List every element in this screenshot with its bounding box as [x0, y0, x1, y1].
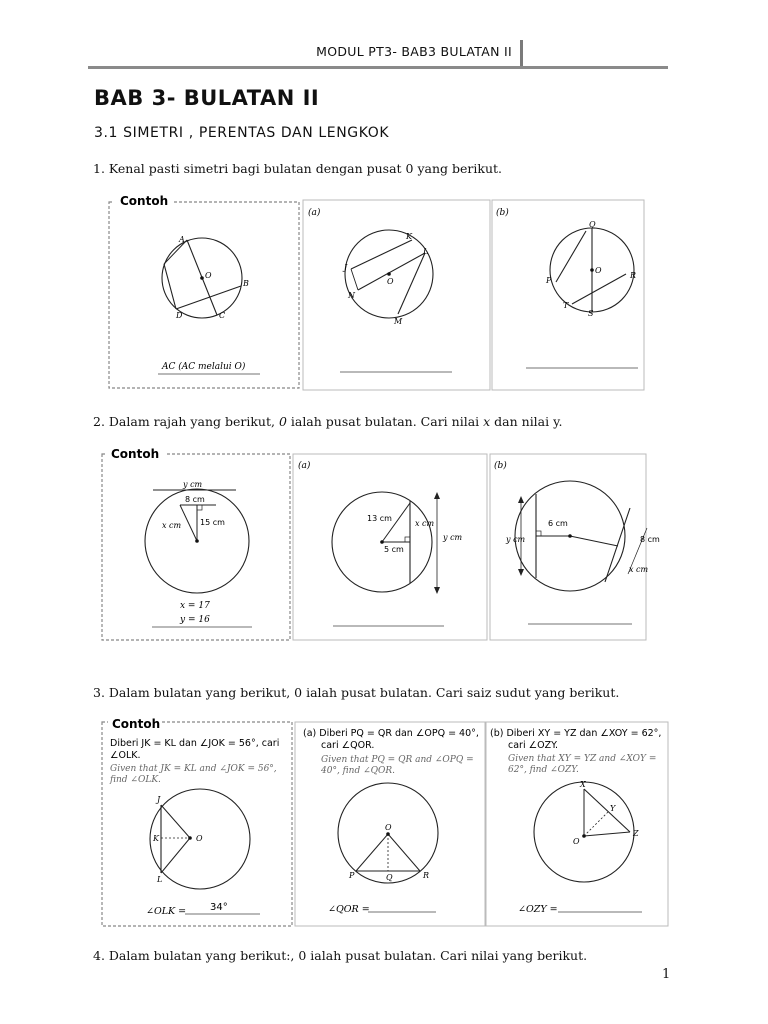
question-2-text: ialah pusat bulatan. Cari nilai: [286, 414, 484, 429]
point-label: R: [630, 271, 637, 280]
contoh-answer: AC (AC melalui O): [162, 362, 246, 372]
part-b-translation: 62°, find ∠OZY.: [508, 765, 579, 775]
part-b-question: cari ∠OZY.: [508, 740, 559, 751]
question-3: 3. Dalam bulatan yang berikut, 0 ialah pusat bulatan. Cari saiz sudut yang berikut.: [93, 685, 620, 700]
part-b-label: (b): [494, 461, 507, 471]
contoh-answer-x: x = 17: [180, 601, 210, 611]
length-label: 15 cm: [200, 518, 225, 527]
point-label: X: [580, 780, 586, 789]
part-a-label: (a): [298, 461, 311, 471]
part-a-label: (a): [308, 208, 321, 218]
contoh-label: Contoh: [111, 447, 160, 461]
part-a-question: (a) Diberi PQ = QR dan ∠OPQ = 40°,: [303, 728, 479, 739]
question-2: [93, 414, 562, 429]
part-a-question: cari ∠QOR.: [321, 740, 375, 751]
part-a-translation: Given that PQ = QR and ∠OPQ =: [321, 755, 474, 765]
point-label: L: [423, 247, 429, 256]
question-1: 1. Kenal pasti simetri bagi bulatan dengan pusat 0 yang berikut.: [93, 161, 503, 176]
part-a-answer-label: ∠QOR =: [328, 904, 370, 915]
contoh-answer-label: ∠OLK =: [146, 906, 187, 917]
point-label: Q: [589, 220, 596, 229]
point-label: Z: [633, 829, 639, 838]
length-label: y cm: [183, 480, 203, 489]
question-4: 4. Dalam bulatan yang berikut:, 0 ialah pusat bulatan. Cari nilai yang berikut.: [93, 948, 588, 963]
point-label: L: [157, 875, 163, 884]
contoh-question: ∠OLK.: [110, 750, 141, 761]
length-label: y cm: [506, 535, 526, 544]
point-label: K: [153, 834, 159, 843]
question-2-text: 2. Dalam rajah yang berikut,: [93, 414, 279, 429]
part-b-label: (b): [496, 208, 509, 218]
point-label: Q: [386, 873, 393, 882]
question-2-center: 0: [278, 414, 287, 429]
length-label: 13 cm: [367, 514, 392, 523]
part-b-answer-label: ∠OZY =: [518, 904, 558, 915]
length-label: x cm: [629, 565, 649, 574]
length-label: y cm: [443, 533, 463, 542]
length-label: 8 cm: [185, 495, 205, 504]
question-2-text: dan nilai y.: [490, 414, 563, 429]
point-label: J: [157, 795, 161, 804]
length-label: x cm: [162, 521, 182, 530]
point-label: P: [349, 871, 355, 880]
question-2-variable: x: [483, 414, 491, 429]
page-title: BAB 3- BULATAN II: [94, 86, 320, 110]
contoh-answer-value: 34°: [210, 902, 228, 913]
page-number: 1: [662, 967, 671, 982]
section-heading: 3.1 SIMETRI , PERENTAS DAN LENGKOK: [94, 125, 390, 141]
point-label: Y: [610, 804, 616, 813]
point-label: T: [563, 301, 569, 310]
point-label: O: [573, 837, 580, 846]
point-label: S: [588, 309, 594, 318]
point-label: O: [595, 266, 602, 275]
header-rule: [88, 66, 668, 69]
module-header: MODUL PT3- BAB3 BULATAN II: [316, 44, 512, 59]
part-b-question: (b) Diberi XY = YZ dan ∠XOY = 62°,: [490, 728, 662, 739]
point-label: O: [385, 823, 392, 832]
point-label: M: [394, 317, 403, 326]
contoh-label: Contoh: [120, 194, 169, 208]
point-label: J: [344, 263, 348, 272]
figure-1: [108, 194, 646, 392]
point-label: B: [243, 279, 249, 288]
figure-3: [100, 716, 670, 928]
point-label: O: [387, 277, 394, 286]
point-label: C: [219, 311, 226, 320]
length-label: 8 cm: [640, 535, 660, 544]
point-label: A: [179, 235, 185, 244]
header-divider: [520, 40, 523, 68]
point-label: O: [205, 271, 212, 280]
contoh-translation: find ∠OLK.: [110, 775, 161, 785]
contoh-translation: Given that JK = KL and ∠JOK = 56°,: [110, 764, 277, 774]
part-a-translation: 40°, find ∠QOR.: [321, 766, 396, 776]
contoh-answer-y: y = 16: [180, 615, 210, 625]
point-label: N: [348, 291, 355, 300]
contoh-question: Diberi JK = KL dan ∠JOK = 56°, cari: [110, 738, 280, 749]
point-label: P: [546, 276, 552, 285]
point-label: R: [423, 871, 430, 880]
length-label: 6 cm: [548, 519, 568, 528]
point-label: O: [196, 834, 203, 843]
point-label: K: [406, 232, 412, 241]
length-label: x cm: [415, 519, 435, 528]
contoh-label: Contoh: [112, 717, 161, 731]
length-label: 5 cm: [384, 545, 404, 554]
figure-2: [100, 446, 660, 642]
point-label: D: [176, 311, 183, 320]
part-b-translation: Given that XY = YZ and ∠XOY =: [508, 754, 657, 764]
